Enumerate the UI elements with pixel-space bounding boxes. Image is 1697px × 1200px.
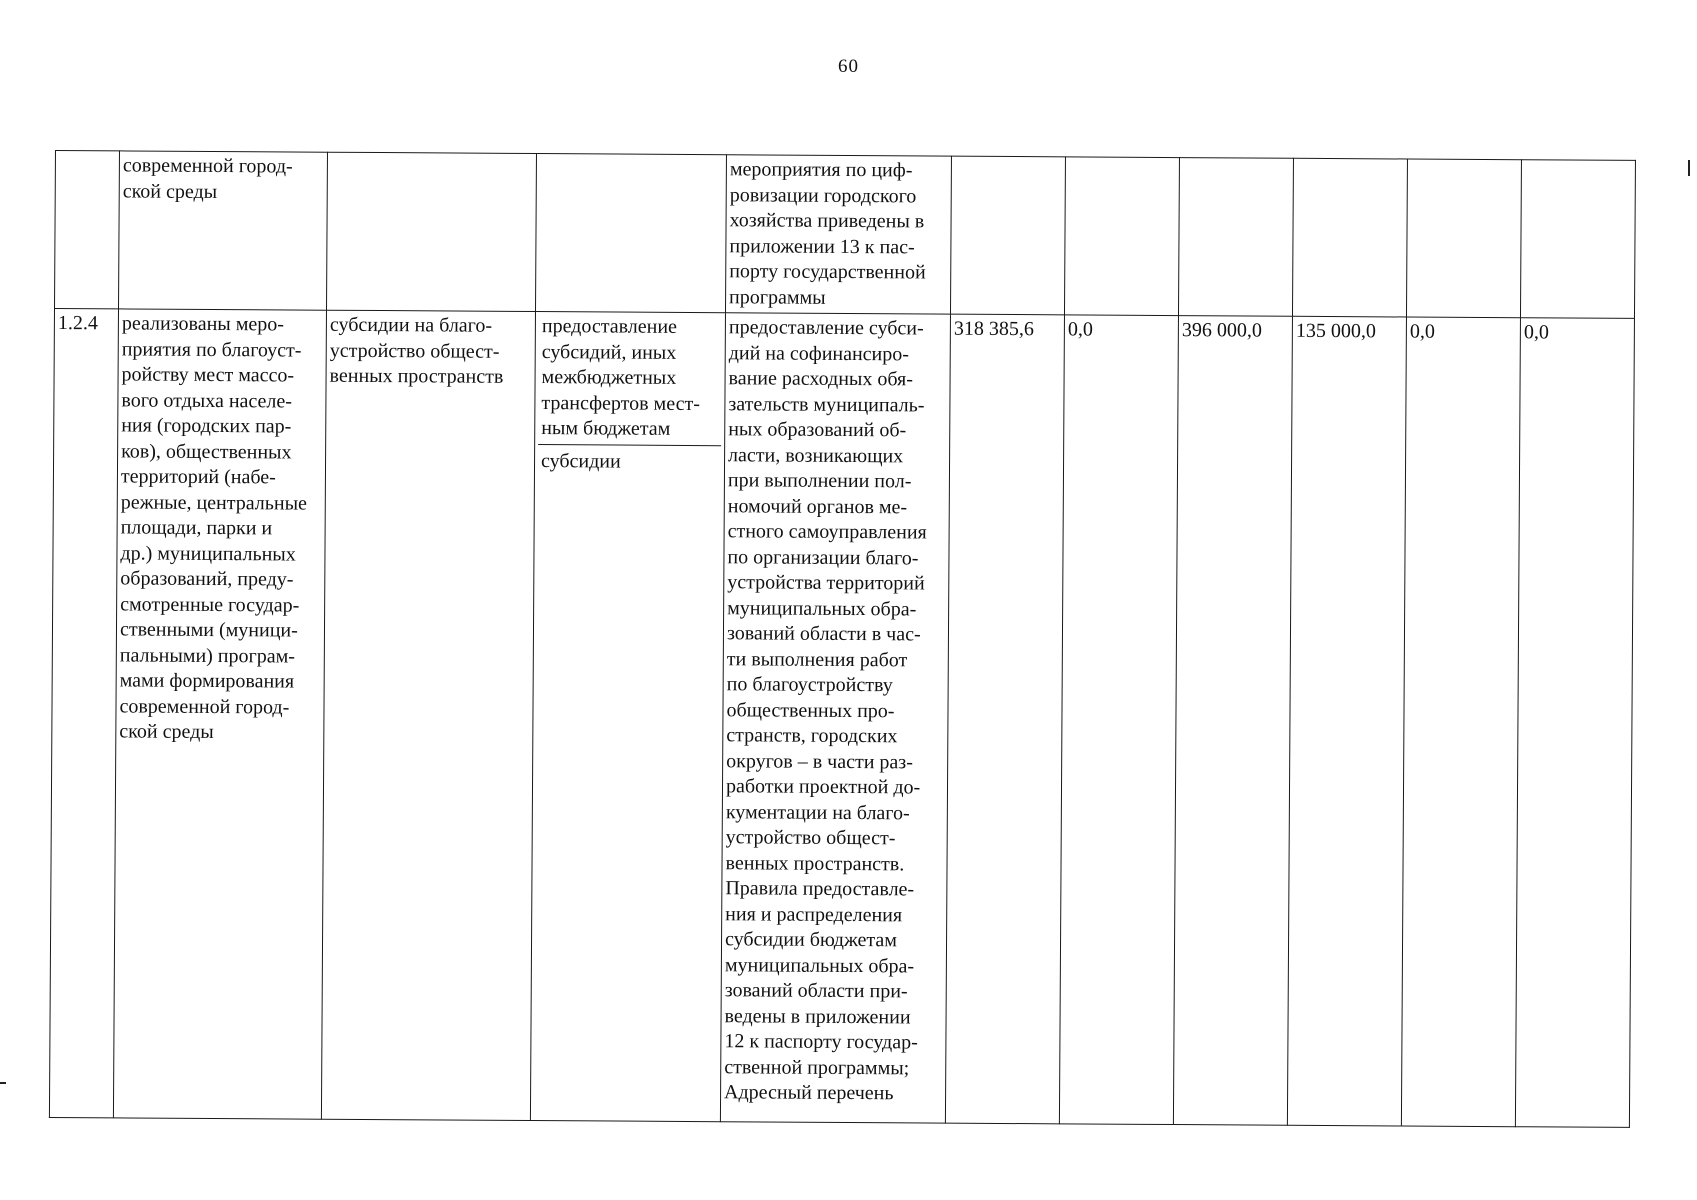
row-number-cell (55, 151, 120, 309)
amount-cell: 0,0 (1515, 318, 1634, 1128)
measure-cell: субсидии на благо- устройство общест- венных пространств (321, 310, 535, 1120)
program-table (49, 150, 1636, 1128)
scan-edge-mark (1688, 160, 1690, 176)
row-number-cell: 1.2.4 (49, 309, 118, 1118)
amount-cell: 396 000,0 (1173, 316, 1292, 1126)
amount-cell: 0,0 (1059, 315, 1178, 1125)
result-cell: современной город- ской среды (119, 151, 328, 310)
page-number: 60 (838, 56, 859, 77)
result-cell: реализованы меро- приятия по благоуст- ройству мест массо- вого отдыха населе- ния (городских пар- ков), общественных территорий (набе- режные, центральные площади, парки и др.) муниципальных образований, преду- смотренные государ- ственными (муници- пальными) програм- мами формирования современной город- ской среды (113, 309, 326, 1119)
amount-cell (1292, 158, 1407, 317)
support-type-cell (530, 312, 725, 1122)
support-type-cell (535, 154, 726, 313)
table-row (55, 151, 1636, 319)
amount-cell (1520, 160, 1635, 319)
support-type-main: предоставление субсидий, иных межбюджетных трансфертов мест- ным бюджетам (538, 314, 722, 446)
support-type-sub: субсидии (540, 449, 621, 473)
table-row (49, 309, 1634, 1128)
amount-cell (1064, 157, 1179, 316)
amount-cell: 0,0 (1401, 317, 1520, 1127)
amount-cell (1406, 159, 1521, 318)
description-cell: предоставление субси- дий на софинансиро- вание расходных обя- зательств муниципаль- ных образований об- ласти, возникающих при выполнении пол- номочий органов ме- стного самоуправления по организации благо- устройства территорий муниципальных обра- зований области в час- ти выполнения работ по благоустройству общественных про- странств, городских округов – в части раз- работки проектной до- кументации на благо- устройство общест- венных пространств. Правила предоставле- ния и распределения субсидии бюджетам муниципальных обра- зований области при- ведены в приложении 12 к паспорту государ- ственной программы; Адресный перечень (720, 313, 950, 1123)
measure-cell (326, 152, 536, 311)
amount-cell (1178, 158, 1293, 317)
description-cell: мероприятия по циф- ровизации городского хозяйства приведены в приложении 13 к пас- порту государственной программы (725, 155, 951, 314)
amount-cell: 135 000,0 (1287, 316, 1406, 1126)
scan-edge-mark (0, 1082, 6, 1084)
amount-cell (950, 156, 1065, 315)
amount-cell: 318 385,6 (945, 314, 1064, 1124)
